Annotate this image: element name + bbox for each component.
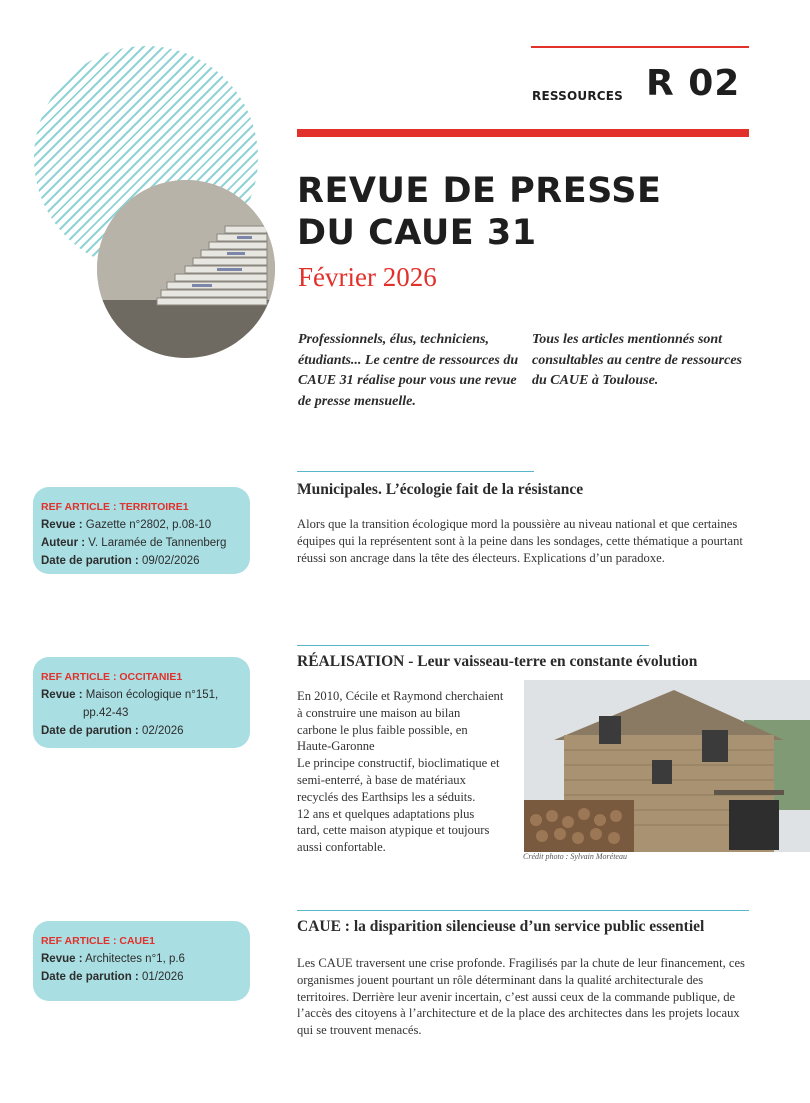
- article-card-1: [33, 487, 250, 574]
- article-ref: REF ARTICLE : OCCITANIE1: [41, 671, 183, 683]
- article-body: Alors que la transition écologique mord la poussière au niveau national et que certaines équipes qui la représentent sont à la peine dans les sondages, cette thématique a pourtant réussi son ancrage dans la tête des électeurs. Explications d’un paradoxe.: [297, 517, 743, 565]
- intro-text-right: Tous les articles mentionnés sont consultables au centre de ressources du CAUE à Toulouse.: [532, 332, 742, 388]
- title-line-1: REVUE DE PRESSE: [297, 171, 662, 211]
- body-line: Le principe constructif, bioclimatique et: [297, 756, 500, 771]
- header-top-rule: [531, 46, 749, 48]
- article-divider: [297, 645, 649, 646]
- date-value: 09/02/2026: [141, 555, 200, 567]
- newspaper-stack-illustration: [97, 180, 275, 358]
- page-title: [297, 170, 661, 254]
- body-line: aussi confortable.: [297, 840, 386, 855]
- article-card-2: [33, 657, 250, 748]
- revue-label: Revue :: [41, 953, 83, 965]
- article-divider: [297, 471, 534, 472]
- body-line: à construire une maison au bilan: [297, 705, 461, 720]
- article-title: RÉALISATION - Leur vaisseau-terre en constante évolution: [297, 653, 698, 670]
- body-line: carbone le plus faible possible, en: [297, 722, 468, 737]
- house-photo: [524, 680, 810, 852]
- section-label: RESSOURCES: [532, 89, 624, 103]
- body-line: tard, cette maison atypique et toujours: [297, 823, 490, 838]
- auteur-value: V. Laramée de Tannenberg: [88, 537, 227, 549]
- date-label: Date de parution :: [41, 725, 139, 737]
- article-body: [297, 688, 525, 856]
- date-value: 02/2026: [141, 725, 184, 737]
- body-line: semi-enterré, à base de matériaux: [297, 772, 466, 787]
- document-code: R 02: [646, 63, 741, 104]
- date-value: 01/2026: [141, 971, 184, 983]
- newspapers-photo: [97, 180, 275, 358]
- revue-value-cont: pp.42-43: [83, 707, 129, 719]
- date-label: Date de parution :: [41, 971, 139, 983]
- body-line: recyclés des Earthsips les a séduits.: [297, 789, 476, 804]
- auteur-label: Auteur :: [41, 537, 86, 549]
- article-title: CAUE : la disparition silencieuse d’un service public essentiel: [297, 918, 705, 935]
- revue-value: Gazette n°2802, p.08-10: [85, 519, 212, 531]
- article-body: Les CAUE traversent une crise profonde. Fragilisés par la chute de leur financement, ces organismes jouent pourtant un rôle déterminant dans la qualité architecturale des territoires. Derrière leur avenir incertain, c’est aussi ceux de la commande publique, de l’accès des citoyens à l’architecture et de la place des architectes dans les projets locaux qui se trouvent menacés.: [297, 956, 745, 1038]
- issue-date: Février 2026: [298, 262, 437, 292]
- body-line: 12 ans et quelques adaptations plus: [297, 806, 475, 821]
- article-title: Municipales. L’écologie fait de la résistance: [297, 481, 584, 498]
- article-divider: [297, 910, 749, 911]
- photo-credit: Crédit photo : Sylvain Moréteau: [523, 852, 627, 861]
- wooden-house-illustration: [524, 680, 810, 852]
- header-accent-bar: [297, 129, 749, 137]
- intro-text-left: Professionnels, élus, techniciens, étudiants... Le centre de ressources du CAUE 31 réalise pour vous une revue de presse mensuelle.: [298, 332, 519, 409]
- date-label: Date de parution :: [41, 555, 139, 567]
- article-ref: REF ARTICLE : TERRITOIRE1: [41, 501, 189, 513]
- title-line-2: DU CAUE 31: [297, 213, 537, 253]
- revue-value: Architectes n°1, p.6: [85, 953, 185, 965]
- body-line: Haute-Garonne: [297, 739, 375, 754]
- article-card-3: [33, 921, 250, 1001]
- article-ref: REF ARTICLE : CAUE1: [41, 935, 155, 947]
- revue-label: Revue :: [41, 519, 83, 531]
- revue-label: Revue :: [41, 689, 83, 701]
- body-line: En 2010, Cécile et Raymond cherchaient: [297, 689, 504, 703]
- revue-value: Maison écologique n°151,: [85, 689, 219, 701]
